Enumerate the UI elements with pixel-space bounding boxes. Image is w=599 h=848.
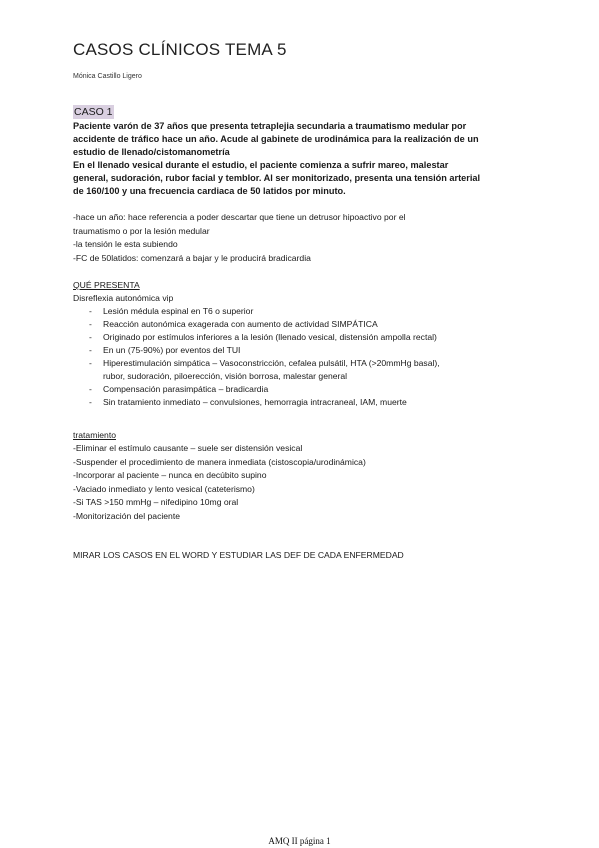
presenta-section [73, 279, 533, 409]
caso-label: CASO 1 [74, 106, 113, 118]
list-item: - Compensación parasimpática – bradicardia [89, 383, 533, 396]
author-name: Mónica Castillo Ligero [73, 73, 142, 80]
presenta-list [73, 305, 533, 409]
tratamiento-item: -Eliminar el estímulo causante – suele ser distensión vesical [73, 443, 303, 453]
tratamiento-item: -Si TAS >150 mmHg – nifedipino 10mg oral [73, 497, 239, 507]
presenta-subheading: Disreflexia autonómica vip [73, 293, 174, 303]
page-footer: AMQ II página 1 [268, 836, 331, 846]
note-line: -hace un año: hace referencia a poder descartar que tiene un detrusor hipoactivo por el [73, 212, 406, 222]
list-item: - Sin tratamiento inmediato – convulsiones, hemorragia intracraneal, IAM, muerte [89, 396, 533, 409]
tratamiento-item: -Incorporar al paciente – nunca en decúbito supino [73, 470, 267, 480]
tratamiento-heading: tratamiento [73, 430, 116, 440]
list-item-text: Hiperestimulación simpática – Vasoconstricción, cefalea pulsátil, HTA (>20mmHg basal), [103, 358, 440, 368]
list-item: - Originado por estímulos inferiores a la lesión (llenado vesical, distensión ampolla rectal) [89, 331, 533, 344]
list-item-continuation: rubor, sudoración, piloerección, visión borrosa, malestar general [103, 371, 348, 381]
caso-section [73, 102, 533, 198]
notes-section [73, 211, 533, 265]
tratamiento-item: -Vaciado inmediato y lento vesical (cateterismo) [73, 483, 255, 494]
tratamiento-item: -Suspender el procedimiento de manera inmediata (cistoscopia/urodinámica) [73, 456, 366, 467]
tratamiento-item: -Monitorización del paciente [73, 510, 181, 521]
caso-line: general, sudoración, rubor facial y temblor. Al ser monitorizado, presenta una tensión arterial [73, 173, 481, 183]
list-item [89, 357, 533, 383]
closing-note: MIRAR LOS CASOS EN EL WORD Y ESTUDIAR LAS DEF DE CADA ENFERMEDAD [73, 550, 404, 560]
list-item: - Reacción autonómica exagerada con aumento de actividad SIMPÁTICA [89, 318, 533, 331]
caso-line: En el llenado vesical durante el estudio, el paciente comienza a sufrir mareo, malestar [73, 160, 449, 170]
caso-line: Paciente varón de 37 años que presenta tetraplejia secundaria a traumatismo medular por [73, 121, 467, 131]
caso-line: estudio de llenado/cistomanometría [73, 147, 230, 157]
list-item: - Lesión médula espinal en T6 o superior [89, 305, 533, 318]
presenta-heading: QUÉ PRESENTA [73, 280, 140, 290]
note-line: -la tensión le esta subiendo [73, 239, 178, 249]
note-line: -FC de 50latidos: comenzará a bajar y le producirá bradicardia [73, 252, 311, 263]
list-item: - En un (75-90%) por eventos del TUI [89, 344, 533, 357]
caso-line: de 160/100 y una frecuencia cardiaca de 50 latidos por minuto. [73, 186, 346, 196]
caso-line: accidente de tráfico hace un año. Acude al gabinete de urodinámica para la realización de un [73, 134, 479, 144]
tratamiento-section [73, 429, 533, 523]
closing-section [73, 549, 533, 563]
note-line: traumatismo o por la lesión medular [73, 225, 210, 236]
page-title: CASOS CLÍNICOS TEMA 5 [73, 40, 287, 59]
